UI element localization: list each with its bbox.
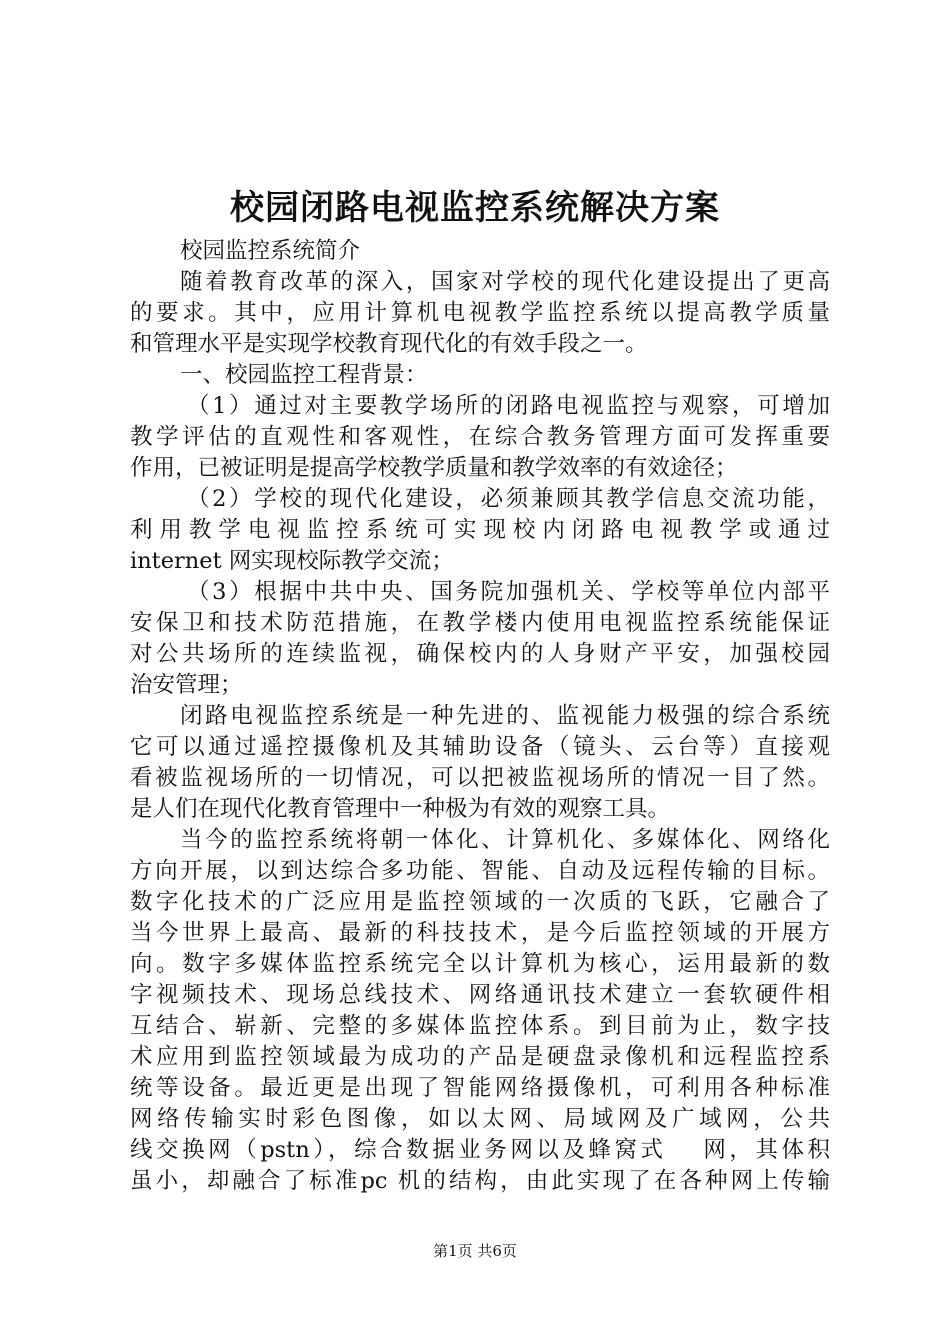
paragraph-line: 向。数字多媒体监控系统完全以计算机为核心，运用最新的数 (130, 951, 830, 977)
paragraph-line: 利用教学电视监控系统可实现校内闭路电视教学或通过 (130, 517, 830, 543)
paragraph-line: 网络传输实时彩色图像，如以太网、局域网及广域网，公共 (130, 1106, 830, 1132)
paragraph-line: 互结合、崭新、完整的多媒体监控体系。到目前为止，数字技 (130, 1013, 830, 1039)
paragraph-line: 治安管理； (130, 672, 243, 698)
paragraph-line: 的要求。其中，应用计算机电视教学监控系统以提高教学质量 (130, 300, 830, 326)
paragraph-line: 数字化技术的广泛应用是监控领域的一次质的飞跃，它融合了 (130, 889, 830, 915)
paragraph-line: 和管理水平是实现学校教育现代化的有效手段之一。 (130, 331, 648, 357)
paragraph-line: 闭路电视监控系统是一种先进的、监视能力极强的综合系统 (180, 703, 830, 729)
paragraph-line: 虽小，却融合了标准pc 机的结构，由此实现了在各种网上传输 (130, 1168, 830, 1194)
paragraph-line: 安保卫和技术防范措施，在教学楼内使用电视监控系统能保证 (130, 610, 830, 636)
paragraph-line: 方向开展，以到达综合多功能、智能、自动及远程传输的目标。 (130, 858, 830, 884)
document-title: 校园闭路电视监控系统解决方案 (230, 188, 720, 228)
paragraph-line: 看被监视场所的一切情况，可以把被监视场所的情况一目了然。 (130, 765, 830, 791)
document-body (130, 236, 830, 1197)
section-heading: 一、校园监控工程背景： (180, 362, 428, 388)
paragraph-line: （3）根据中共中央、国务院加强机关、学校等单位内部平 (187, 579, 830, 605)
paragraph-line: 作用，已被证明是提高学校教学质量和教学效率的有效途径； (130, 455, 738, 481)
paragraph-line: 对公共场所的连续监视，确保校内的人身财产平安，加强校园 (130, 641, 830, 667)
paragraph-line: 字视频技术、现场总线技术、网络通讯技术建立一套软硬件相 (130, 982, 830, 1008)
paragraph-line: 统等设备。最近更是出现了智能网络摄像机，可利用各种标准 (130, 1075, 830, 1101)
paragraph-line: 术应用到监控领域最为成功的产品是硬盘录像机和远程监控系 (130, 1044, 830, 1070)
paragraph-line: 是人们在现代化教育管理中一种极为有效的观察工具。 (130, 796, 671, 822)
paragraph-line: （1）通过对主要教学场所的闭路电视监控与观察，可增加 (187, 393, 830, 419)
paragraph-line: 教学评估的直观性和客观性，在综合教务管理方面可发挥重要 (130, 424, 830, 450)
paragraph-line: 它可以通过遥控摄像机及其辅助设备（镜头、云台等）直接观 (130, 734, 830, 760)
paragraph-line: internet 网实现校际教学交流； (130, 548, 454, 574)
page-number-footer: 第1页 共6页 (433, 1242, 517, 1260)
paragraph-line: 线交换网（pstn），综合数据业务网以及蜂窝式 网，其体积 (130, 1137, 830, 1163)
paragraph-line: 当今的监控系统将朝一体化、计算机化、多媒体化、网络化 (180, 827, 830, 853)
paragraph-line: （2）学校的现代化建设，必须兼顾其教学信息交流功能， (187, 486, 830, 512)
section-heading: 校园监控系统简介 (180, 238, 361, 264)
paragraph-line: 随着教育改革的深入，国家对学校的现代化建设提出了更高 (180, 269, 830, 295)
paragraph-line: 当今世界上最高、最新的科技技术，是今后监控领域的开展方 (130, 920, 830, 946)
